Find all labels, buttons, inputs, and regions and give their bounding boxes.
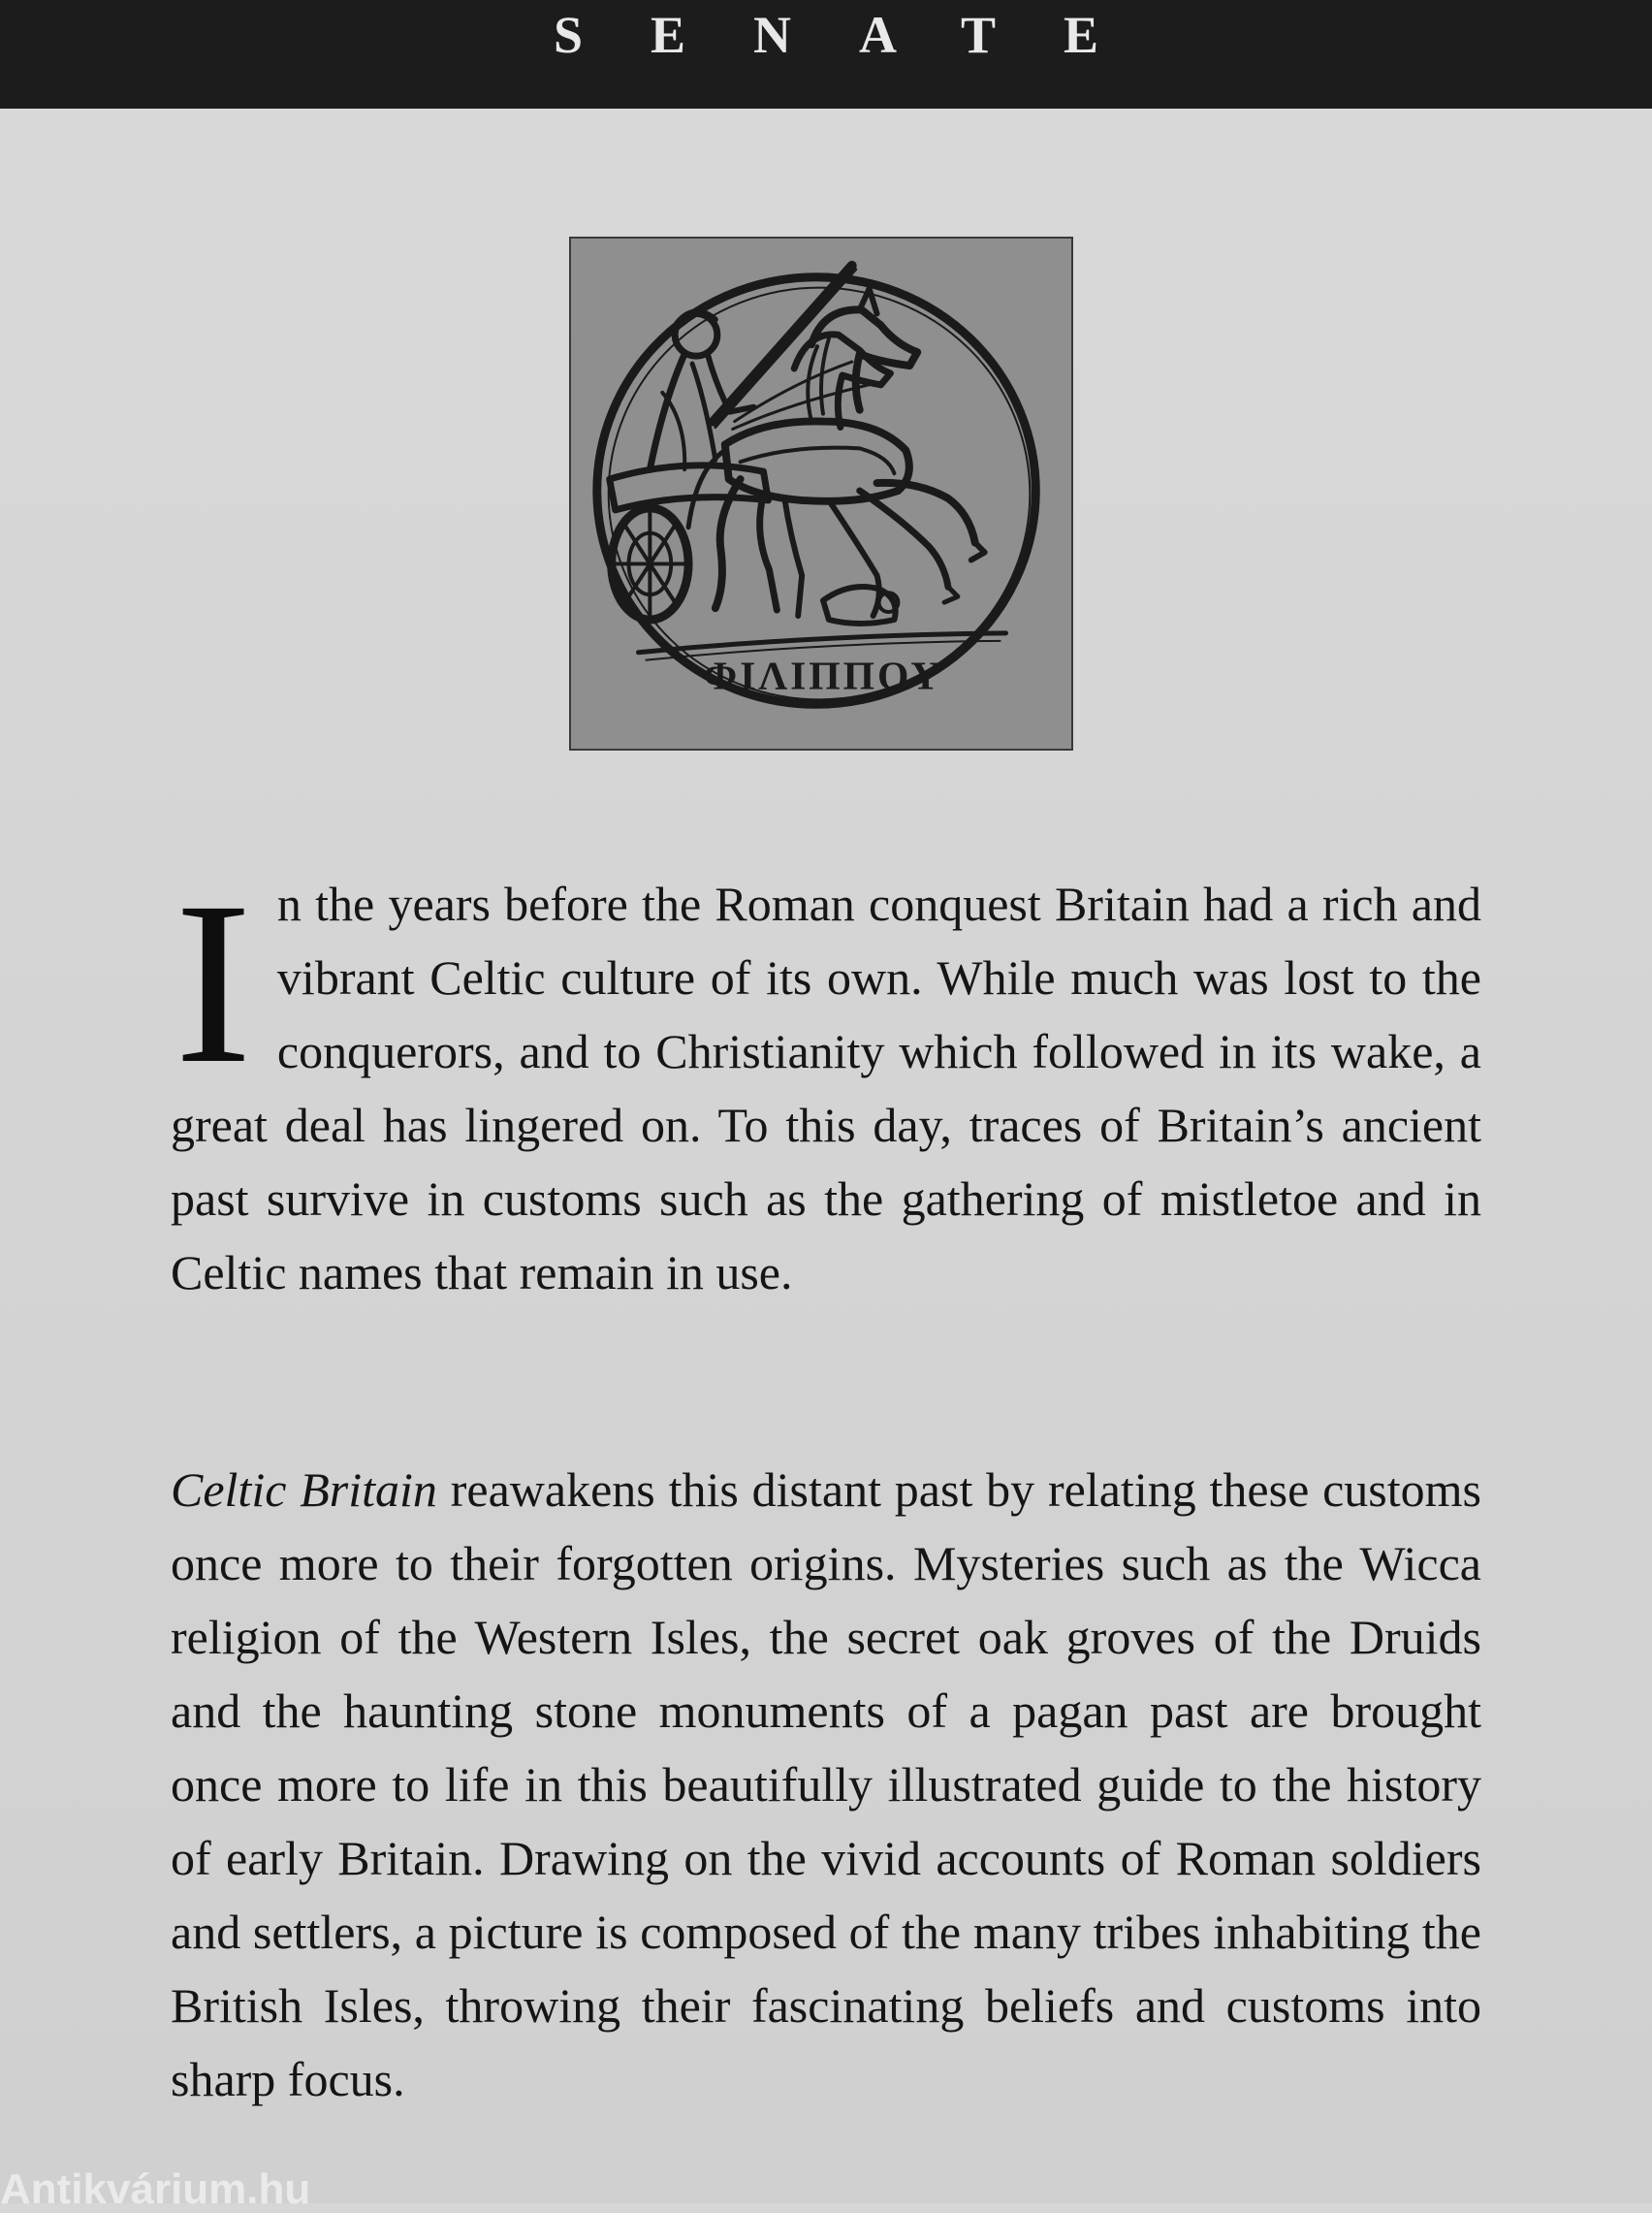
publisher-header-bar (0, 0, 1652, 109)
blurb-paragraph-1 (171, 853, 1481, 1309)
chariot-coin-icon (571, 239, 1071, 749)
coin-illustration (569, 237, 1073, 751)
publisher-name: SENATE (553, 6, 1167, 64)
drop-cap: I (175, 853, 252, 1111)
paragraph-2-text: reawakens this distant past by relating these customs once more to their forgotten origins. Mysteries such as the Wicca religion of the Western Isles, the secret oak groves of the Druids and the haunting stone monuments of a pagan past are brought once more to life in this beautifully illustrated guide to the history of early Britain. Drawing on the vivid accounts of Roman soldiers and settlers, a picture is composed of the many tribes inhabiting the British Isles, throwing their fascinating beliefs and customs into sharp focus. (171, 1462, 1481, 2106)
blurb-paragraph-2 (171, 1453, 1481, 2116)
book-title-italic: Celtic Britain (171, 1462, 437, 1517)
watermark: Antikvárium.hu (0, 2165, 311, 2213)
paragraph-1-text: n the years before the Roman conquest Britain had a rich and vibrant Celtic culture of its own. While much was lost to the conquerors, and to Christianity which followed in its wake, a great deal has lingered on. To this day, traces of Britain’s ancient past survive in customs such as the gathering of mistletoe and in Celtic names that remain in use. (171, 877, 1481, 1299)
coin-inscription: ΦΙΛΙΠΠΟΥ (703, 654, 943, 699)
